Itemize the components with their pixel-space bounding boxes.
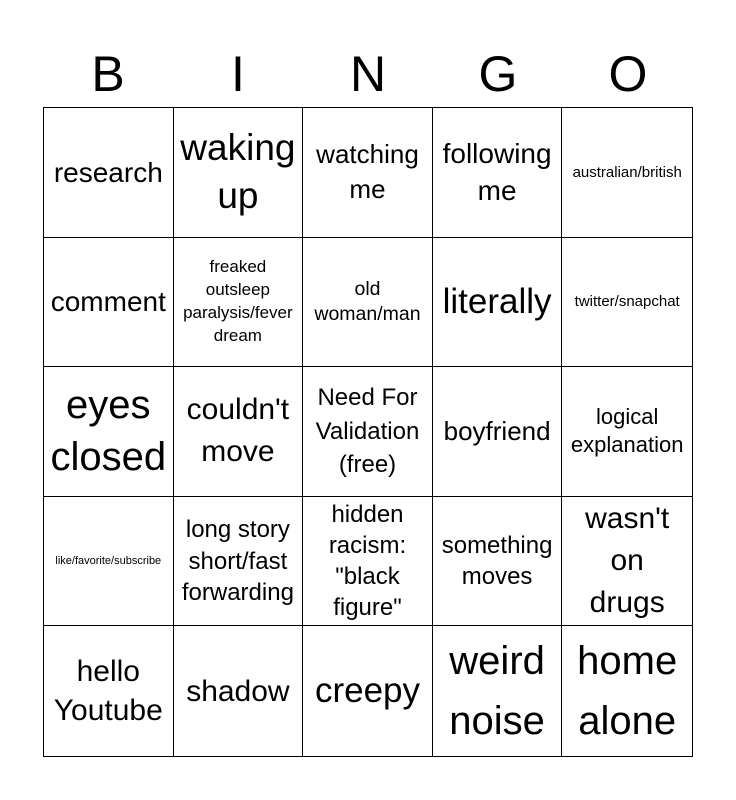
cell-text: waking up [180, 127, 296, 217]
header-letter-b: B [91, 46, 125, 102]
bingo-header [43, 40, 693, 108]
cell-text: research [53, 156, 163, 188]
cell-text: logical explanation [570, 403, 684, 458]
cell-text: home alone [577, 639, 678, 744]
bingo-cell-r4c3[interactable] [303, 497, 433, 627]
cell-text: following me [442, 138, 552, 207]
cell-text: twitter/snapchat [574, 293, 680, 311]
bingo-cell-r4c1[interactable] [44, 497, 174, 627]
cell-text: like/favorite/subscribe [55, 554, 162, 567]
cell-text: hidden racism: "black figure" [328, 500, 407, 622]
cell-text: freaked outsleep paralysis/fever dream [183, 257, 293, 345]
bingo-cell-r3c2[interactable] [174, 367, 304, 497]
bingo-cell-r2c2[interactable] [174, 238, 304, 368]
bingo-cell-r4c5[interactable] [562, 497, 692, 627]
bingo-cell-r2c5[interactable] [562, 238, 692, 368]
bingo-cell-r4c2[interactable] [174, 497, 304, 627]
bingo-cell-r5c4[interactable] [433, 626, 563, 756]
cell-text: australian/british [572, 163, 682, 181]
cell-text: couldn't move [186, 393, 290, 469]
header-letter-g: G [478, 46, 518, 102]
bingo-cell-r4c4[interactable] [433, 497, 563, 627]
bingo-cell-r2c4[interactable] [433, 238, 563, 368]
cell-text: boyfriend [443, 415, 551, 446]
cell-text: eyes closed [50, 383, 167, 480]
bingo-cell-r5c3[interactable] [303, 626, 433, 756]
cell-text: watching me [316, 139, 419, 205]
cell-text: hello Youtube [53, 655, 163, 728]
bingo-cell-r1c4[interactable] [433, 108, 563, 238]
cell-text: Need For Validation (free) [315, 384, 420, 479]
header-letter-o: O [608, 46, 648, 102]
bingo-cell-r5c2[interactable] [174, 626, 304, 756]
cell-text: wasn't on drugs [585, 502, 670, 620]
bingo-cell-r1c5[interactable] [562, 108, 692, 238]
cell-text: weird noise [449, 639, 545, 744]
bingo-cell-r3c1[interactable] [44, 367, 174, 497]
cell-text: shadow [186, 674, 290, 708]
bingo-cell-r5c5[interactable] [562, 626, 692, 756]
cell-text: creepy [314, 671, 421, 711]
bingo-cell-r3c4[interactable] [433, 367, 563, 497]
cell-text: literally [442, 282, 552, 322]
cell-text: something moves [441, 531, 553, 591]
bingo-cell-r3c3[interactable] [303, 367, 433, 497]
bingo-board [43, 107, 693, 757]
bingo-cell-r1c2[interactable] [174, 108, 304, 238]
bingo-cell-r5c1[interactable] [44, 626, 174, 756]
header-letter-i: I [231, 46, 245, 102]
bingo-cell-r1c1[interactable] [44, 108, 174, 238]
bingo-cell-r1c3[interactable] [303, 108, 433, 238]
bingo-cell-r2c1[interactable] [44, 238, 174, 368]
cell-text: old woman/man [314, 277, 421, 325]
header-letter-n: N [349, 46, 387, 102]
cell-text: long story short/fast forwarding [181, 516, 294, 606]
cell-text: comment [50, 286, 166, 318]
bingo-cell-r3c5[interactable] [562, 367, 692, 497]
bingo-cell-r2c3[interactable] [303, 238, 433, 368]
